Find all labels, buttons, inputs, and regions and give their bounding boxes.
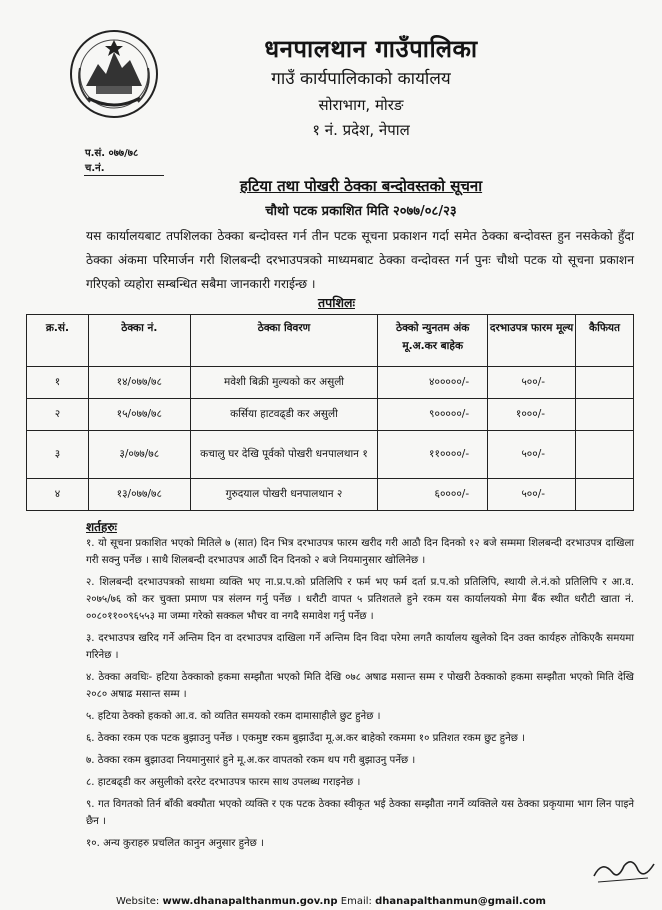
table-row: [27, 479, 634, 511]
cell-min-amount: ६००००/-: [378, 479, 488, 511]
table-row: [27, 367, 634, 399]
notice-subtitle: चौथो पटक प्रकाशित मिति २०७७/०८/२३: [265, 204, 457, 219]
col-header-sn: क्र.सं.: [27, 315, 89, 367]
cell-contract-no: १४/०७७/७८: [88, 367, 190, 399]
col-header-form-fee: दरभाउपत्र फारम मूल्य: [488, 315, 576, 367]
cell-description: गुरुदयाल पोखरी धनपालथान २: [190, 479, 378, 511]
col-header-contract-no: ठेक्का नं.: [88, 315, 190, 367]
conditions-list: [86, 535, 634, 857]
cell-remarks: [576, 431, 634, 479]
dispatch-number: च.नं.: [85, 163, 105, 174]
cell-remarks: [576, 479, 634, 511]
reference-number: प.सं. ०७७/७८: [85, 148, 139, 159]
cell-remarks: [576, 399, 634, 431]
email-label: Email:: [340, 896, 372, 907]
condition-item: ३. दरभाउपत्र खरिद गर्ने अन्तिम दिन वा दरभाउपत्र दाखिला गर्ने अन्तिम दिन विदा परेमा लगतै कार्यालय खुलेको दिन उक्त कार्यहरु तोकिएकै समयमा गरिनेछ ।: [86, 633, 634, 661]
cell-sn: ४: [27, 479, 89, 511]
schedule-title: तपशिलः: [318, 295, 355, 310]
footer-contact: [0, 896, 662, 907]
condition-item: ९. गत विगतको तिर्न बाँकी बक्यौता भएको व्यक्ति र एक पटक ठेक्का स्वीकृत भई ठेक्का सम्झौता नगर्ने व्यक्तिले यस ठेक्का प्रकृयामा भाग लिन पाइने छैन ।: [86, 799, 634, 827]
tender-table: [26, 314, 634, 511]
cell-description: कचालु घर देखि पूर्वको पोखरी धनपालथान १: [190, 431, 378, 479]
condition-item: १. यो सूचना प्रकाशित भएको मितिले ७ (सात) दिन भित्र दरभाउपत्र फारम खरीद गरी आठौ दिन दिनको १२ बजे सम्ममा शिलबन्दी दरभाउपत्र दाखिला गरी सक्नु पर्नेछ । साथै शिलबन्दी दरभाउपत्र आठौं दिन दिनको २ बजे नियमानुसार खोलिनेछ ।: [86, 538, 634, 566]
cell-form-fee: ५००/-: [488, 479, 576, 511]
cell-sn: १: [27, 367, 89, 399]
condition-item: ५. हटिया ठेक्को हकको आ.व. को व्यतित समयको रकम दामासाहीले छुट हुनेछ ।: [86, 711, 381, 722]
website-label: Website:: [116, 896, 160, 907]
condition-item: १०. अन्य कुराहरु प्रचलित कानुन अनुसार हुनेछ ।: [86, 838, 264, 849]
condition-item: २. शिलबन्दी दरभाउपत्रको साथमा व्यक्ति भए ना.प्र.प.को प्रतिलिपि र फर्म भए फर्म दर्ता प्र.प.को प्रतिलिपि, स्थायी ले.नं.को प्रतिलिपि र आ.व. २०७५/७६ को कर चुक्ता प्रमाण पत्र संलग्न गर्नु पर्नेछ । धरौटी वापत ५ प्रतिशतले हुने रकम यस कार्यालयको मेगा बैंक स्थीत धरौटी खाता नं. ००८०११००९६५५३ मा जम्मा गरेको सक्कल भौचर वा नगदै समावेश गर्नु पर्नेछ ।: [86, 577, 634, 622]
cell-contract-no: १३/०७७/७८: [88, 479, 190, 511]
condition-item: ८. हाटबढ्डी कर असुलीको दररेट दरभाउपत्र फारम साथ उपलब्ध गराइनेछ ।: [86, 777, 361, 788]
col-header-remarks: कैफियत: [576, 315, 634, 367]
condition-item: ४. ठेक्का अवधिः- हटिया ठेक्काको हकमा सम्झौता भएको मिति देखि ०७८ अषाढ मसान्त सम्म र पोखरी ठेक्काको हकमा सम्झौता भएको मिति देखि २०८० अषाढ मसान्त सम्म ।: [86, 672, 634, 700]
website-link[interactable]: www.dhanapalthanmun.gov.np: [162, 896, 338, 907]
table-header-row: [27, 315, 634, 367]
cell-min-amount: ४०००००/-: [378, 367, 488, 399]
cell-remarks: [576, 367, 634, 399]
cell-contract-no: १५/०७७/७८: [88, 399, 190, 431]
cell-description: कर्सिया हाटवढ्डी कर असुली: [190, 399, 378, 431]
email-link[interactable]: dhanapalthanmun@gmail.com: [375, 896, 546, 907]
table-row: [27, 399, 634, 431]
condition-item: ६. ठेक्का रकम एक पटक बुझाउनु पर्नेछ । एकमुष्ट रकम बुझाउँदा मू.अ.कर बाहेको रकममा १० प्रतिशत रकम छुट हुनेछ ।: [86, 733, 525, 744]
notice-title: हटिया तथा पोखरी ठेक्का बन्दोवस्तको सूचना: [239, 177, 483, 195]
office-name: गाउँ कार्यपालिकाको कार्यालय: [271, 69, 451, 89]
cell-form-fee: ५००/-: [488, 367, 576, 399]
table-row: [27, 431, 634, 479]
cell-sn: ३: [27, 431, 89, 479]
cell-description: मवेशी बिक्री मुल्यको कर असुली: [190, 367, 378, 399]
conditions-title: शर्तहरुः: [86, 520, 117, 534]
cell-min-amount: ९०००००/-: [378, 399, 488, 431]
condition-item: ७. ठेक्का रकम बुझाउदा नियमानुसारं हुने मू.अ.कर वापतको रकम थप गरी बुझाउनु पर्नेछ ।: [86, 755, 416, 766]
cell-form-fee: ५००/-: [488, 431, 576, 479]
office-address: सोराभाग, मोरङ: [318, 96, 404, 114]
cell-min-amount: ११००००/-: [378, 431, 488, 479]
cell-contract-no: ३/०७७/७८: [88, 431, 190, 479]
notice-intro: यस कार्यालयबाट तपशिलका ठेक्का बन्दोवस्त गर्न तीन पटक सूचना प्रकाशन गर्दा समेत ठेक्का बन्दोवस्त हुन नसकेको हुँदा ठेक्का अंकमा परिमार्जन गरी शिलबन्दी दरभाउपत्रको माध्यमबाट ठेक्का वन्दोवस्त गर्न पुनः चौथो पटक यो सूचना प्रकाशन गरिएको व्यहोरा सम्बन्धित सबैमा जानकारी गराईन्छ ।: [86, 229, 634, 291]
province-line: १ नं. प्रदेश, नेपाल: [312, 121, 410, 139]
cell-form-fee: १०००/-: [488, 399, 576, 431]
col-header-min-amount: ठेक्को न्युनतम अंक मू.अ.कर बाहेक: [378, 315, 488, 367]
col-header-description: ठेक्का विवरण: [190, 315, 378, 367]
cell-sn: २: [27, 399, 89, 431]
org-name: धनपालथान गाउँपालिका: [264, 35, 478, 63]
